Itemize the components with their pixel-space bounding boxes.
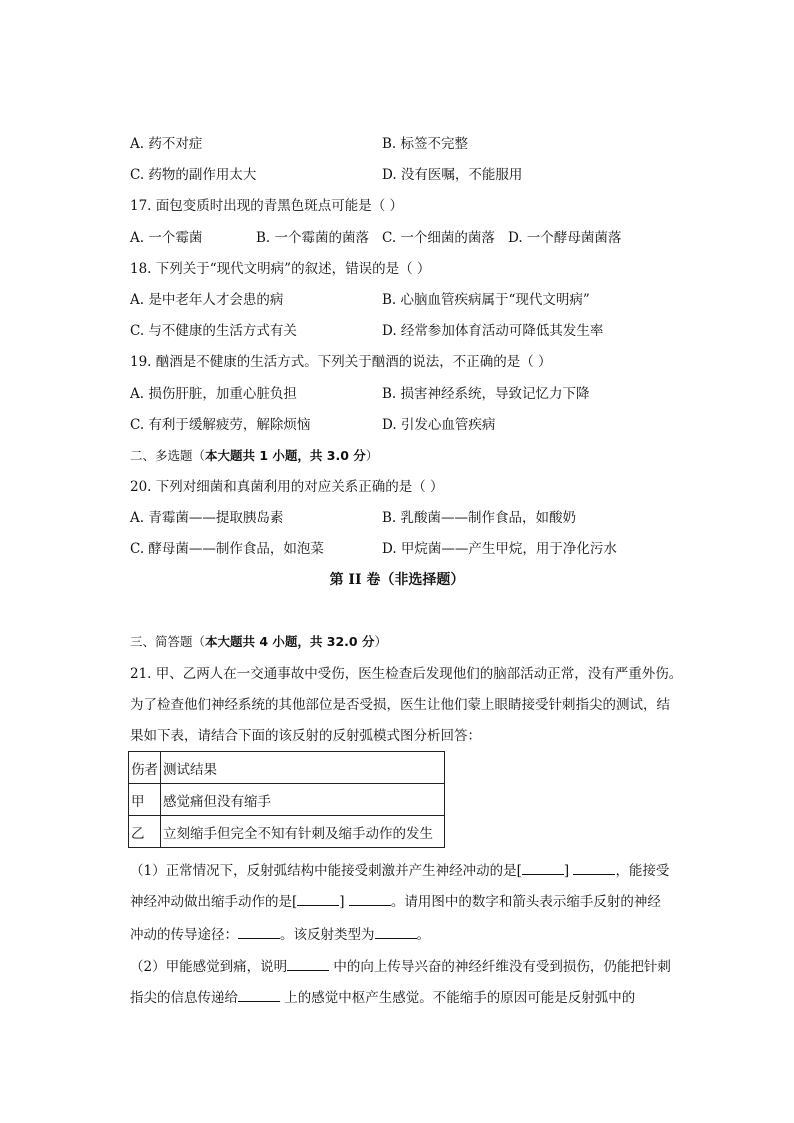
q21-part-1-line-2: 神经冲动做出缩手动作的是[ ] 。请用图中的数字和箭头表示缩手反射的神经 [130,894,661,910]
q17-option-d: D. 一个酵母菌菌落 [508,230,622,246]
q17-option-b: B. 一个霉菌的菌落 [256,230,370,246]
section-3-heading: 三、简答题（本大题共 4 小题，共 32.0 分） [130,634,387,649]
section-2-heading: 二、多选题（本大题共 1 小题，共 3.0 分） [130,448,379,463]
q21-stem-line-3: 果如下表，请结合下面的该反射的反射弧模式图分析回答： [130,728,481,744]
table-cell: 立刻缩手但完全不知有针刺及缩手动作的发生 [161,816,445,848]
q17-option-c: C. 一个细菌的菌落 [382,230,495,246]
answer-blank[interactable] [573,862,615,875]
answer-blank[interactable] [297,893,339,906]
q17-option-a: A. 一个霉菌 [130,230,203,246]
q21-part-2-line-2: 指尖的信息传递给 上的感觉中枢产生感觉。不能缩手的原因可能是反射弧中的 [130,990,636,1006]
q17-stem: 17. 面包变质时出现的青黑色斑点可能是（ ） [130,198,404,214]
q20-stem: 20. 下列对细菌和真菌利用的对应关系正确的是（ ） [130,479,444,495]
q18-option-d: D. 经常参加体育活动可降低其发生率 [382,323,604,339]
table-cell: 乙 [129,816,161,848]
q20-option-b: B. 乳酸菌——制作食品，如酸奶 [382,510,577,526]
q18-option-c: C. 与不健康的生活方式有关 [130,323,297,339]
answer-blank[interactable] [238,926,280,939]
q17-options [130,228,621,248]
q16-option-a: A. 药不对症 [130,136,203,152]
part-2-title: 第 II 卷（非选择题） [329,572,465,588]
table-header-cell: 测试结果 [161,752,445,784]
q21-stem-line-1: 21. 甲、乙两人在一交通事故中受伤，医生检查后发现他们的脑部活动正常，没有严重外伤。 [130,666,683,682]
answer-blank[interactable] [349,893,391,906]
q19-option-a: A. 损伤肝脏，加重心脏负担 [130,386,297,402]
table-header-cell: 伤者 [129,752,161,784]
q21-part-1-line-3: 冲动的传导途径： 。该反射类型为 。 [130,927,430,943]
q20-option-d: D. 甲烷菌——产生甲烷，用于净化污水 [382,541,617,557]
test-result-table [128,751,445,848]
table-cell: 感觉痛但没有缩手 [161,784,445,816]
answer-blank[interactable] [522,862,564,875]
q16-option-c: C. 药物的副作用太大 [130,167,257,183]
q21-part-2-line-1: （2）甲能感觉到痛，说明 中的向上传导兴奋的神经纤维没有受到损伤，仍能把针刺 [130,959,671,975]
table-row [129,816,445,848]
q16-option-d: D. 没有医嘱，不能服用 [382,167,523,183]
answer-blank[interactable] [238,989,280,1002]
q19-option-b: B. 损害神经系统，导致记忆力下降 [382,386,590,402]
q18-option-b: B. 心脑血管疾病属于“现代文明病” [382,292,590,308]
answer-blank[interactable] [375,926,417,939]
q20-option-a: A. 青霉菌——提取胰岛素 [130,510,284,526]
q19-option-d: D. 引发心血管疾病 [382,417,496,433]
q18-option-a: A. 是中老年人才会患的病 [130,292,284,308]
q16-option-b: B. 标签不完整 [382,136,469,152]
answer-blank[interactable] [287,958,329,971]
table-cell: 甲 [129,784,161,816]
table-header-row [129,752,445,784]
q19-stem: 19. 酗酒是不健康的生活方式。下列关于酗酒的说法，不正确的是（ ） [130,354,552,370]
q20-option-c: C. 酵母菌——制作食品，如泡菜 [130,541,324,557]
table-row [129,784,445,816]
q19-option-c: C. 有利于缓解疲劳，解除烦恼 [130,417,311,433]
q21-part-1-line-1: （1）正常情况下，反射弧结构中能接受刺激并产生神经冲动的是[ ] ，能接受 [130,863,670,879]
q18-stem: 18. 下列关于“现代文明病”的叙述，错误的是（ ） [130,261,431,277]
q21-stem-line-2: 为了检查他们神经系统的其他部位是否受损，医生让他们蒙上眼睛接受针刺指尖的测试，结 [130,697,670,713]
